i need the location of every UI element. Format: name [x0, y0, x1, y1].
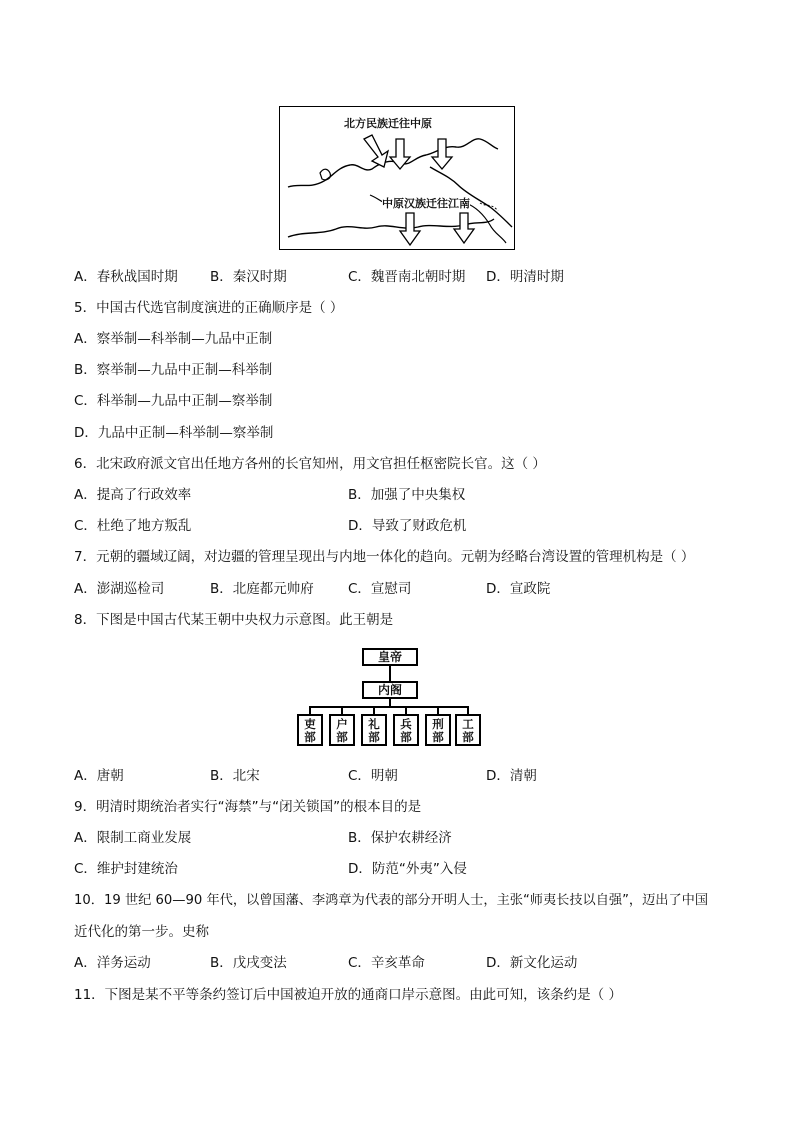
- q7-option-a: A．澎湖巡检司: [74, 581, 165, 597]
- q4-option-c: C．魏晋南北朝时期: [348, 269, 466, 285]
- q6-option-a: A．提高了行政效率: [74, 487, 192, 503]
- q10-option-b: B．戊戌变法: [210, 955, 287, 971]
- map-label-south: 中原汉族迁往江南: [382, 197, 470, 210]
- q9-option-b: B．保护农耕经济: [348, 830, 452, 846]
- chart-node-ministry-justice: [425, 714, 451, 746]
- q11-stem: 11．下图是某不平等条约签订后中国被迫开放的通商口岸示意图。由此可知，该条约是（ ）: [74, 987, 622, 1003]
- q9-option-d: D．防范“外夷”入侵: [348, 861, 467, 877]
- q5-option-c: C．科举制—九品中正制—察举制: [74, 393, 273, 409]
- q10-option-a: A．洋务运动: [74, 955, 151, 971]
- chart-connector: [467, 706, 469, 714]
- q10-stem-line1: 10．19 世纪 60—90 年代，以曾国藩、李鸿章为代表的部分开明人士，主张“师夷长技以自强”，迈出了中国: [74, 893, 709, 908]
- dept-char: 部: [368, 730, 380, 744]
- q4-option-a: A．春秋战国时期: [74, 269, 178, 285]
- chart-connector: [389, 666, 391, 681]
- chart-node-ministry-revenue: [329, 714, 355, 746]
- q6-stem: 6．北宋政府派文官出任地方各州的长官知州，用文官担任枢密院长官。这（ ）: [74, 456, 546, 472]
- q8-option-c: C．明朝: [348, 768, 398, 784]
- q5-option-b: B．察举制—九品中正制—科举制: [74, 362, 273, 378]
- q4-option-d: D．明清时期: [486, 269, 564, 285]
- q8-option-b: B．北宋: [210, 768, 260, 784]
- dept-char: 部: [304, 730, 316, 744]
- q6-option-c: C．杜绝了地方叛乱: [74, 518, 192, 534]
- chart-connector: [437, 706, 439, 714]
- q9-option-a: A．限制工商业发展: [74, 830, 192, 846]
- power-structure-chart: [296, 648, 482, 748]
- dept-char: 吏: [304, 717, 316, 731]
- q6-option-d: D．导致了财政危机: [348, 518, 467, 534]
- q8-option-a: A．唐朝: [74, 768, 124, 784]
- q7-option-d: D．宣政院: [486, 581, 551, 597]
- chart-node-ministry-war: [393, 714, 419, 746]
- q7-option-b: B．北庭都元帅府: [210, 581, 314, 597]
- chart-node-cabinet: 内阁: [362, 681, 418, 699]
- q9-stem: 9．明清时期统治者实行“海禁”与“闭关锁国”的根本目的是: [74, 799, 422, 815]
- chart-connector: [309, 706, 311, 714]
- dept-char: 部: [462, 730, 474, 744]
- dept-char: 户: [336, 717, 348, 731]
- q10-option-d: D．新文化运动: [486, 955, 578, 971]
- q6-option-b: B．加强了中央集权: [348, 487, 466, 503]
- q7-option-c: C．宣慰司: [348, 581, 412, 597]
- map-label-north: 北方民族迁往中原: [344, 117, 432, 130]
- migration-map: [279, 106, 515, 250]
- dept-char: 部: [336, 730, 348, 744]
- chart-connector: [405, 706, 407, 714]
- chart-node-emperor: 皇帝: [362, 648, 418, 666]
- dept-char: 部: [400, 730, 412, 744]
- q5-stem: 5．中国古代选官制度演进的正确顺序是（ ）: [74, 300, 344, 316]
- dept-char: 兵: [400, 717, 412, 731]
- chart-node-ministry-works: [455, 714, 481, 746]
- chart-connector: [341, 706, 343, 714]
- dept-char: 部: [432, 730, 444, 744]
- q8-stem: 8．下图是中国古代某王朝中央权力示意图。此王朝是: [74, 612, 394, 628]
- chart-node-ministry-personnel: [297, 714, 323, 746]
- chart-connector: [373, 706, 375, 714]
- q9-option-c: C．维护封建统治: [74, 861, 178, 877]
- dept-char: 工: [462, 717, 474, 731]
- chart-connector: [309, 706, 469, 708]
- q10-option-c: C．辛亥革命: [348, 955, 425, 971]
- q5-option-d: D．九品中正制—科举制—察举制: [74, 425, 274, 441]
- dept-char: 礼: [368, 717, 380, 731]
- dept-char: 刑: [432, 717, 444, 731]
- q10-stem-line2: 近代化的第一步。史称: [74, 924, 209, 940]
- q8-option-d: D．清朝: [486, 768, 537, 784]
- q5-option-a: A．察举制—科举制—九品中正制: [74, 331, 273, 347]
- chart-node-ministry-rites: [361, 714, 387, 746]
- q7-stem: 7．元朝的疆域辽阔，对边疆的管理呈现出与内地一体化的趋向。元朝为经略台湾设置的管理机构是（ ）: [74, 549, 695, 565]
- q4-option-b: B．秦汉时期: [210, 269, 287, 285]
